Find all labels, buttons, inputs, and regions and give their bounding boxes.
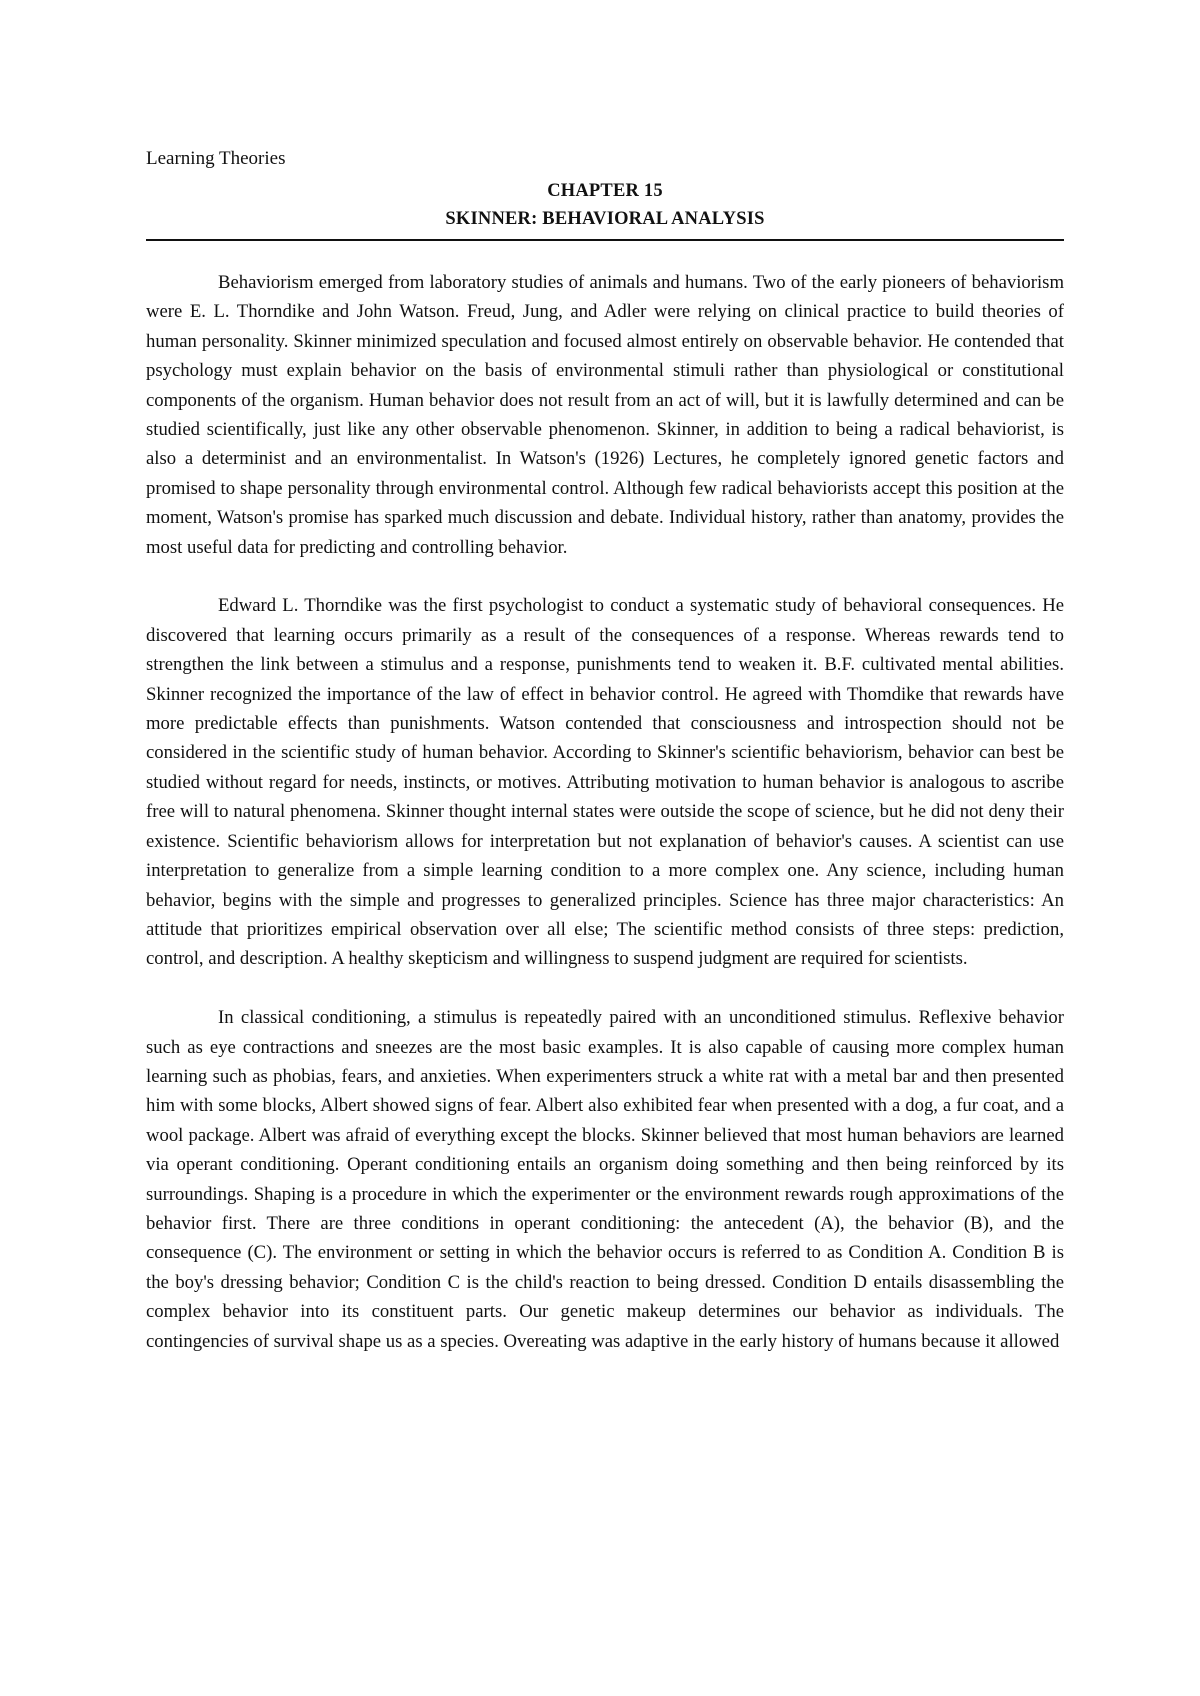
body-text: [146, 268, 1064, 1356]
heading-rule: [146, 239, 1064, 241]
document-page: [146, 148, 1064, 1356]
chapter-heading: [146, 177, 1064, 233]
running-head: Learning Theories: [146, 148, 286, 169]
chapter-number: CHAPTER 15: [547, 181, 663, 201]
paragraph: Behaviorism emerged from laboratory studies of animals and humans. Two of the early pioneers of behaviorism were E. L. Thorndike and John Watson. Freud, Jung, and Adler were relying on clinical practice to build theories of human personality. Skinner minimized speculation and focused almost entirely on observable behavior. He contended that psychology must explain behavior on the basis of environmental stimuli rather than physiological or constitutional components of the organism. Human behavior does not result from an act of will, but it is lawfully determined and can be studied scientifically, just like any other observable phenomenon. Skinner, in addition to being a radical behaviorist, is also a determinist and an environmentalist. In Watson's (1926) Lectures, he completely ignored genetic factors and promised to shape personality through environmental control. Although few radical behaviorists accept this position at the moment, Watson's promise has sparked much discussion and debate. Individual history, rather than anatomy, provides the most useful data for predicting and controlling behavior.: [146, 272, 1064, 558]
chapter-title: SKINNER: BEHAVIORAL ANALYSIS: [445, 209, 765, 229]
paragraph: In classical conditioning, a stimulus is repeatedly paired with an unconditioned stimulus. Reflexive behavior such as eye contractions and sneezes are the most basic examples. It is also capable of causing more complex human learning such as phobias, fears, and anxieties. When experimenters struck a white rat with a metal bar and then presented him with some blocks, Albert showed signs of fear. Albert also exhibited fear when presented with a dog, a fur coat, and a wool package. Albert was afraid of everything except the blocks. Skinner believed that most human behaviors are learned via operant conditioning. Operant conditioning entails an organism doing something and then being reinforced by its surroundings. Shaping is a procedure in which the experimenter or the environment rewards rough approximations of the behavior first. There are three conditions in operant conditioning: the antecedent (A), the behavior (B), and the consequence (C). The environment or setting in which the behavior occurs is referred to as Condition A. Condition B is the boy's dressing behavior; Condition C is the child's reaction to being dressed. Condition D entails disassembling the complex behavior into its constituent parts. Our genetic makeup determines our behavior as individuals. The contingencies of survival shape us as a species. Overeating was adaptive in the early history of humans because it allowed: [146, 1007, 1064, 1352]
paragraph: Edward L. Thorndike was the first psychologist to conduct a systematic study of behavioral consequences. He discovered that learning occurs primarily as a result of the consequences of a response. Whereas rewards tend to strengthen the link between a stimulus and a response, punishments tend to weaken it. B.F. cultivated mental abilities. Skinner recognized the importance of the law of effect in behavior control. He agreed with Thomdike that rewards have more predictable effects than punishments. Watson contended that consciousness and introspection should not be considered in the scientific study of human behavior. According to Skinner's scientific behaviorism, behavior can best be studied without regard for needs, instincts, or motives. Attributing motivation to human behavior is analogous to ascribe free will to natural phenomena. Skinner thought internal states were outside the scope of science, but he did not deny their existence. Scientific behaviorism allows for interpretation but not explanation of behavior's causes. A scientist can use interpretation to generalize from a simple learning condition to a more complex one. Any science, including human behavior, begins with the simple and progresses to generalized principles. Science has three major characteristics: An attitude that prioritizes empirical observation over all else; The scientific method consists of three steps: prediction, control, and description. A healthy skepticism and willingness to suspend judgment are required for scientists.: [146, 595, 1064, 970]
